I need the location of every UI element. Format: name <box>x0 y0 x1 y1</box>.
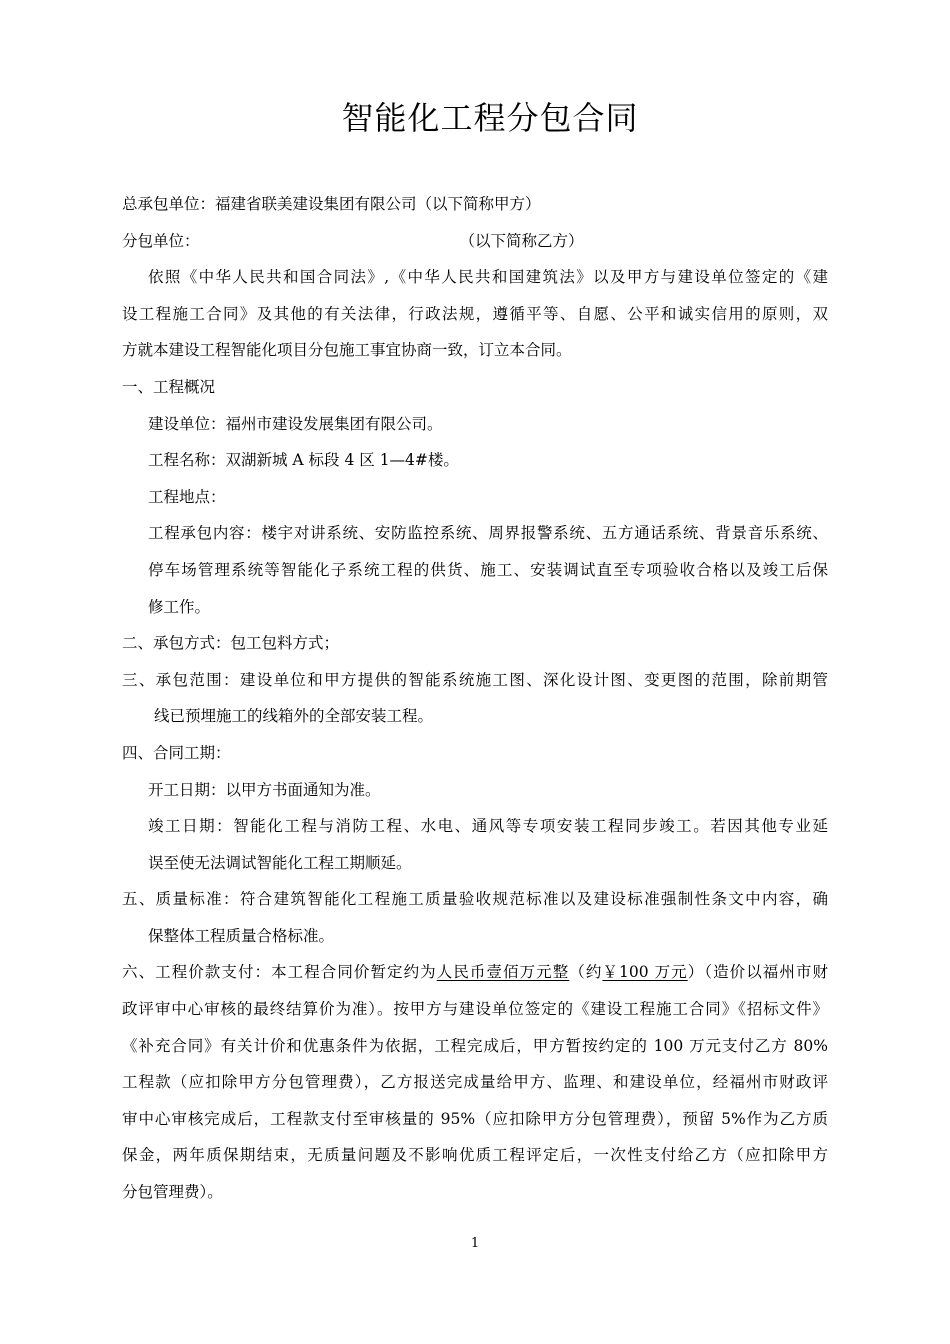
intro-line: 依照《中华人民共和国合同法》,《中华人民共和国建筑法》以及甲方与建设单位签定的《建 <box>148 268 828 287</box>
finish-date-line: 误至使无法调试智能化工程工期顺延。 <box>148 853 412 872</box>
section-1-heading: 一、工程概况 <box>122 377 216 396</box>
section-6-line: 审中心审核完成后，工程款支付至审核量的 95%（应扣除甲方分包管理费），预留 5%作为乙方质 <box>122 1109 828 1128</box>
payment-mid: （约 <box>569 963 603 982</box>
section-6-line: 保金，两年质保期结束，无质量问题及不影响优质工程评定后，一次性支付给乙方（应扣除甲方 <box>122 1146 828 1165</box>
section-3-line: 三、承包范围：建设单位和甲方提供的智能系统施工图、深化设计图、变更图的范围，除前期管 <box>122 670 828 689</box>
finish-date-line: 竣工日期：智能化工程与消防工程、水电、通风等专项安装工程同步竣工。若因其他专业延 <box>148 817 828 836</box>
page-number: 1 <box>470 1236 480 1251</box>
scope-line: 停车场管理系统等智能化子系统工程的供货、施工、安装调试直至专项验收合格以及竣工后保 <box>148 560 828 579</box>
party-b-label: 分包单位： <box>122 231 200 250</box>
scope-line: 修工作。 <box>148 597 211 616</box>
intro-line: 设工程施工合同》及其他的有关法律，行政法规，遵循平等、自愿、公平和诚实信用的原则，双 <box>122 304 828 323</box>
section-5-line: 五、质量标准：符合建筑智能化工程施工质量验收规范标准以及建设标准强制性条文中内容，确 <box>122 890 828 909</box>
owner-line: 建设单位：福州市建设发展集团有限公司。 <box>148 414 443 433</box>
contract-body <box>122 186 828 1211</box>
section-6-line: 政评审中心审核的最终结算价为准）。按甲方与建设单位签定的《建设工程施工合同》《招标文件》 <box>122 1000 828 1019</box>
section-2: 二、承包方式：包工包料方式； <box>122 634 340 653</box>
party-a: 总承包单位：福建省联美建设集团有限公司（以下简称甲方） <box>122 195 541 213</box>
scope-line: 工程承包内容：楼宇对讲系统、安防监控系统、周界报警系统、五方通话系统、背景音乐系统、 <box>148 524 828 543</box>
project-location-line: 工程地点： <box>148 487 226 506</box>
payment-pre: 六、工程价款支付：本工程合同价暂定约为 <box>122 963 437 982</box>
party-b <box>122 223 828 260</box>
party-b-suffix: （以下简称乙方） <box>459 231 584 250</box>
section-5-line: 保整体工程质量合格标准。 <box>148 926 335 945</box>
start-date-line: 开工日期：以甲方书面通知为准。 <box>148 780 381 799</box>
section-6-line: 工程款（应扣除甲方分包管理费），乙方报送完成量给甲方、监理、和建设单位，经福州市财政评 <box>122 1073 828 1092</box>
section-6-first-line <box>122 954 828 991</box>
payment-post: ）（造价以福州市财 <box>687 963 828 982</box>
section-6-line: 《补充合同》有关计价和优惠条件为依据，工程完成后，甲方暂按约定的 100 万元支付乙方 80% <box>122 1036 828 1055</box>
contract-amount-words: 人民币壹佰万元整 <box>436 963 570 982</box>
document-title: 智能化工程分包合同 <box>341 99 639 137</box>
intro-line: 方就本建设工程智能化项目分包施工事宜协商一致，订立本合同。 <box>122 341 572 360</box>
contract-amount-number: ￥100 万元 <box>602 963 688 982</box>
section-3-line: 线已预埋施工的线箱外的全部安装工程。 <box>154 707 434 726</box>
project-name-line: 工程名称：双湖新城 A 标段 4 区 1—4#楼。 <box>148 451 459 470</box>
section-4-heading: 四、合同工期： <box>122 743 231 762</box>
section-6-line: 分包管理费）。 <box>122 1183 223 1202</box>
